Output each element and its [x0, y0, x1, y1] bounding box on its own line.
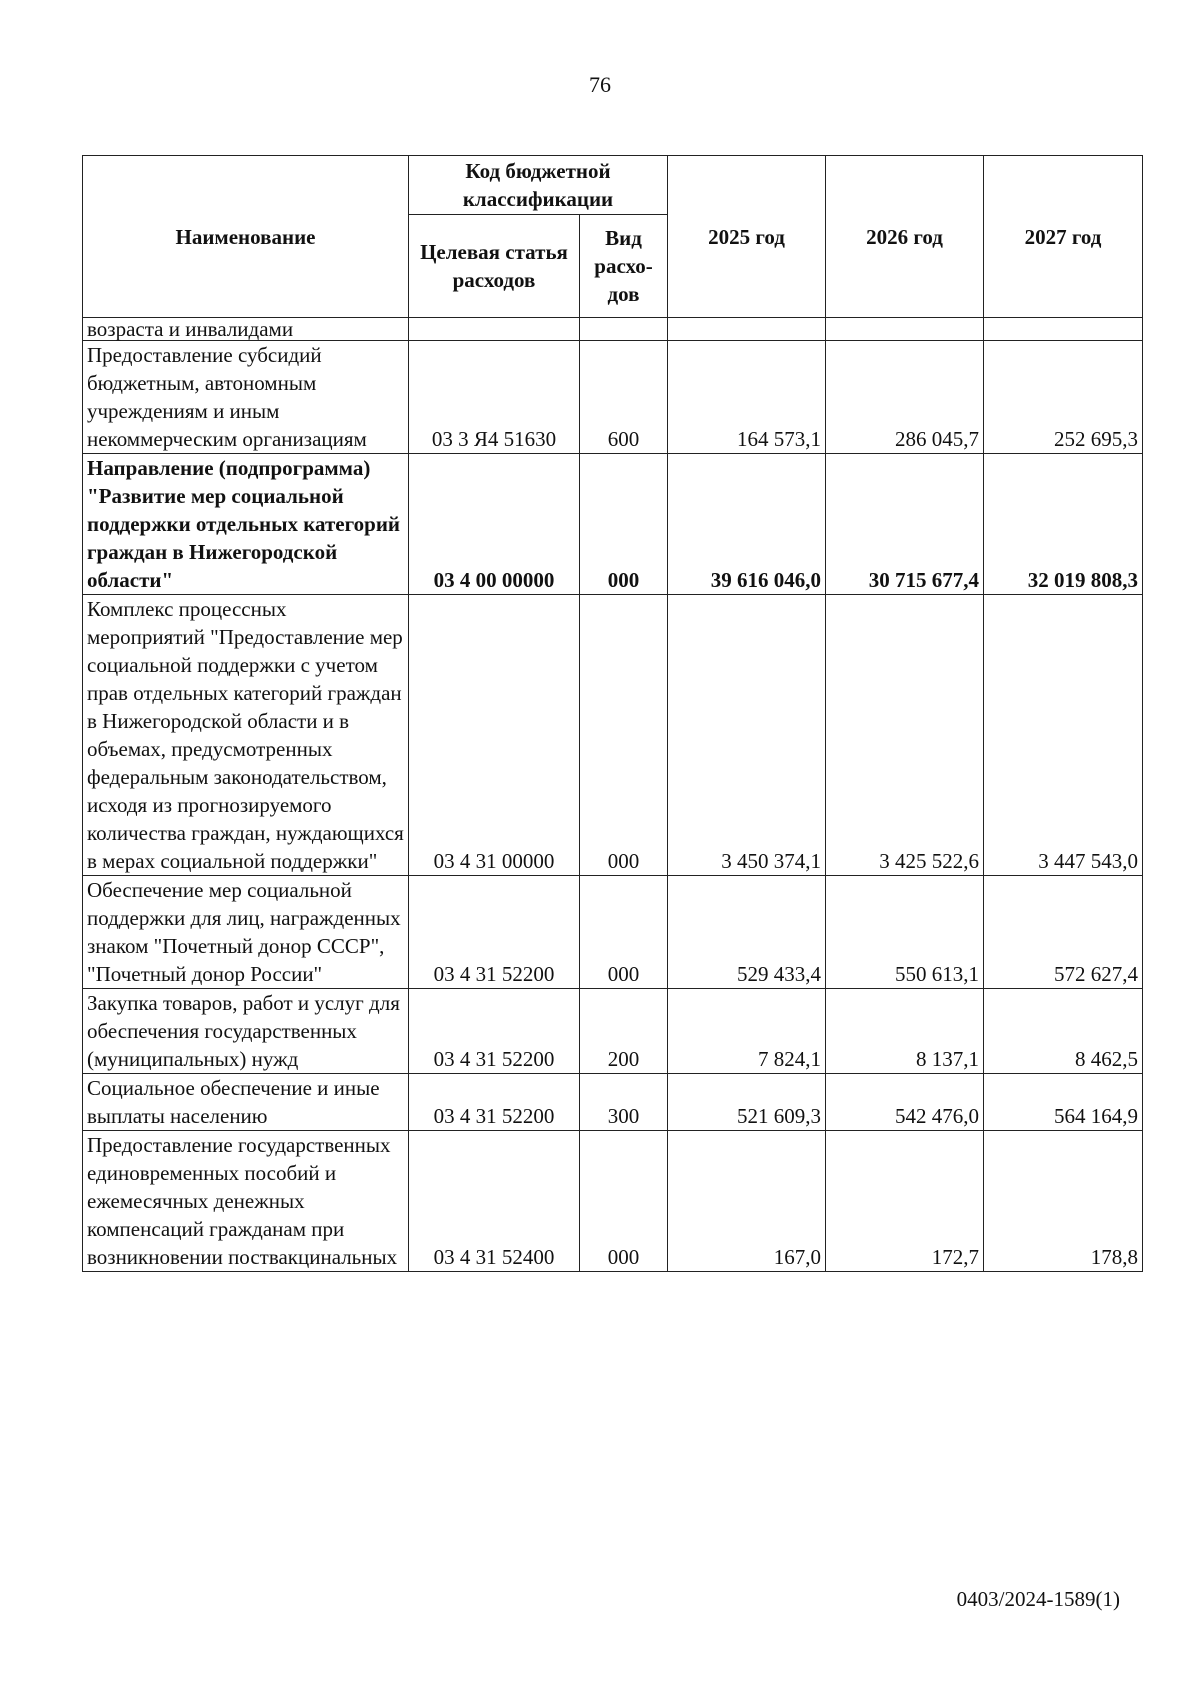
row-value-2027: 564 164,9	[984, 1074, 1143, 1131]
row-name: Предоставление субсидий бюджетным, автономным учреждениям и иным некоммерческим организациям	[83, 341, 409, 454]
row-name: Направление (подпрограмма) "Развитие мер социальной поддержки отдельных категорий граждан в Нижегородской области"	[83, 454, 409, 595]
row-code: 03 4 31 52200	[409, 1074, 580, 1131]
header-expense-kind: Вид расхо-дов	[580, 215, 668, 318]
budget-table	[82, 155, 1143, 1272]
table-header	[83, 156, 1143, 318]
row-name: Комплекс процессных мероприятий "Предоставление мер социальной поддержки с учетом прав отдельных категорий граждан в Нижегородской области и в объемах, предусмотренных федеральным законодательством, исходя из прогнозируемого количества граждан, нуждающихся в мерах социальной поддержки"	[83, 595, 409, 876]
row-value-2027: 8 462,5	[984, 989, 1143, 1074]
row-value-2027: 572 627,4	[984, 876, 1143, 989]
row-value-2026	[826, 318, 984, 341]
row-value-2026: 550 613,1	[826, 876, 984, 989]
row-value-2025: 164 573,1	[668, 341, 826, 454]
row-value-2025: 39 616 046,0	[668, 454, 826, 595]
row-kind: 200	[580, 989, 668, 1074]
row-name: Закупка товаров, работ и услуг для обеспечения государственных (муниципальных) нужд	[83, 989, 409, 1074]
table-row	[83, 595, 1143, 876]
row-name: Социальное обеспечение и иные выплаты населению	[83, 1074, 409, 1131]
row-value-2026: 172,7	[826, 1131, 984, 1272]
table-row	[83, 1074, 1143, 1131]
row-code	[409, 318, 580, 341]
table-row	[83, 454, 1143, 595]
table-row	[83, 876, 1143, 989]
row-kind: 000	[580, 454, 668, 595]
header-name: Наименование	[83, 156, 409, 318]
row-value-2027: 32 019 808,3	[984, 454, 1143, 595]
row-value-2027	[984, 318, 1143, 341]
table-row	[83, 1131, 1143, 1272]
row-value-2025: 3 450 374,1	[668, 595, 826, 876]
row-kind: 000	[580, 876, 668, 989]
row-value-2025: 529 433,4	[668, 876, 826, 989]
row-kind	[580, 318, 668, 341]
table-row	[83, 341, 1143, 454]
row-code: 03 3 Я4 51630	[409, 341, 580, 454]
header-target-article: Целевая статья расходов	[409, 215, 580, 318]
row-value-2025: 521 609,3	[668, 1074, 826, 1131]
table-row	[83, 318, 1143, 341]
document-number: 0403/2024-1589(1)	[956, 1587, 1120, 1611]
row-value-2025	[668, 318, 826, 341]
page-number: 76	[589, 72, 611, 97]
row-value-2027: 3 447 543,0	[984, 595, 1143, 876]
table-row	[83, 989, 1143, 1074]
row-kind: 000	[580, 1131, 668, 1272]
header-year-2027: 2027 год	[984, 156, 1143, 318]
row-code: 03 4 00 00000	[409, 454, 580, 595]
row-code: 03 4 31 52200	[409, 989, 580, 1074]
row-value-2025: 7 824,1	[668, 989, 826, 1074]
header-year-2026: 2026 год	[826, 156, 984, 318]
row-code: 03 4 31 52400	[409, 1131, 580, 1272]
row-value-2026: 3 425 522,6	[826, 595, 984, 876]
header-year-2025: 2025 год	[668, 156, 826, 318]
row-name: возраста и инвалидами	[83, 318, 409, 341]
row-kind: 300	[580, 1074, 668, 1131]
row-value-2026: 286 045,7	[826, 341, 984, 454]
row-value-2027: 178,8	[984, 1131, 1143, 1272]
row-code: 03 4 31 00000	[409, 595, 580, 876]
row-name: Обеспечение мер социальной поддержки для лиц, награжденных знаком "Почетный донор СССР", "Почетный донор России"	[83, 876, 409, 989]
row-name: Предоставление государственных единовременных пособий и ежемесячных денежных компенсаций гражданам при возникновении поствакцинальных	[83, 1131, 409, 1272]
row-value-2027: 252 695,3	[984, 341, 1143, 454]
row-kind: 000	[580, 595, 668, 876]
row-value-2026: 8 137,1	[826, 989, 984, 1074]
row-value-2025: 167,0	[668, 1131, 826, 1272]
row-code: 03 4 31 52200	[409, 876, 580, 989]
row-kind: 600	[580, 341, 668, 454]
row-value-2026: 30 715 677,4	[826, 454, 984, 595]
header-code-group: Код бюджетной классификации	[409, 156, 668, 215]
row-value-2026: 542 476,0	[826, 1074, 984, 1131]
